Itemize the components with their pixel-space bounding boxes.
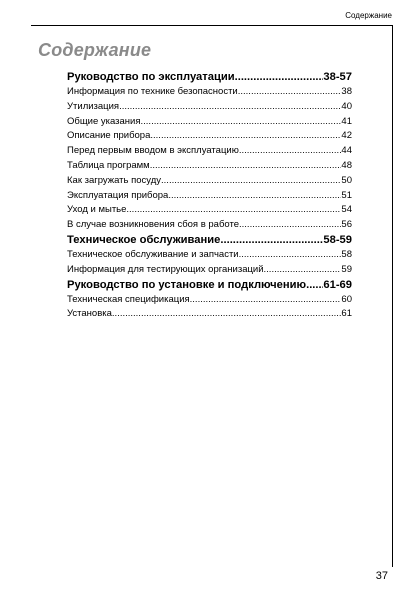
toc-entry <box>67 100 352 115</box>
toc-dot-leader <box>190 293 342 308</box>
page-number: 37 <box>375 570 388 582</box>
toc-entry <box>67 307 352 322</box>
toc-entry-page: 48 <box>341 159 352 171</box>
toc-entry-title: Техническое обслуживание и запчасти <box>67 248 239 260</box>
toc-entry-title: В случае возникновения сбоя в работе <box>67 219 240 231</box>
toc-entry-title: Уход и мытье <box>67 204 127 216</box>
toc-entry <box>67 144 352 159</box>
toc-dot-leader <box>306 278 323 293</box>
toc-entry-page: 58 <box>341 248 352 260</box>
toc-dot-leader <box>119 100 341 115</box>
toc-entry <box>67 129 352 144</box>
toc-entry-page: 40 <box>341 100 352 112</box>
toc-dot-leader <box>141 115 342 130</box>
toc-dot-leader <box>150 129 341 144</box>
toc-entry-page: 38-57 <box>323 71 352 83</box>
toc-dot-leader <box>220 233 323 248</box>
toc-section-entry <box>67 278 352 293</box>
toc-section-entry <box>67 70 352 85</box>
toc-entry-title: Перед первым вводом в эксплуатацию <box>67 145 239 157</box>
toc-entry-title: Руководство по установке и подключению <box>67 278 307 291</box>
table-of-contents <box>67 70 352 322</box>
toc-dot-leader <box>112 307 342 322</box>
toc-entry <box>67 263 352 278</box>
toc-section-entry <box>67 233 352 248</box>
toc-entry-page: 58-59 <box>323 233 352 246</box>
page-title: Содержание <box>38 40 152 60</box>
toc-entry <box>67 218 352 233</box>
toc-entry-title: Описание прибора <box>67 130 151 142</box>
toc-dot-leader <box>161 174 341 189</box>
toc-entry-page: 61 <box>341 308 352 320</box>
toc-entry <box>67 248 352 263</box>
toc-entry-title: Информация для тестирующих организаций <box>67 263 264 275</box>
toc-entry-page: 42 <box>341 130 352 142</box>
toc-entry <box>67 174 352 189</box>
toc-dot-leader <box>238 85 342 100</box>
toc-entry-page: 41 <box>341 115 352 127</box>
toc-entry-page: 54 <box>341 204 352 216</box>
toc-entry-title: Как загружать посуду <box>67 174 162 186</box>
toc-entry-title: Информация по технике безопасности <box>67 86 238 97</box>
toc-entry-page: 59 <box>341 263 352 275</box>
toc-dot-leader <box>264 263 342 278</box>
toc-entry-page: 60 <box>341 293 352 305</box>
toc-entry <box>67 189 352 204</box>
toc-dot-leader <box>239 218 341 233</box>
toc-entry-title: Общие указания <box>67 115 141 127</box>
toc-entry <box>67 85 352 100</box>
toc-entry-page: 38 <box>341 86 352 97</box>
toc-entry-title: Утилизация <box>67 100 120 112</box>
toc-dot-leader <box>235 70 324 85</box>
toc-entry-title: Техническая спецификация <box>67 293 190 305</box>
toc-entry-page: 50 <box>341 174 352 186</box>
toc-entry-page: 56 <box>341 219 352 231</box>
toc-dot-leader <box>168 189 341 204</box>
toc-entry <box>67 115 352 130</box>
toc-dot-leader <box>239 144 342 159</box>
toc-entry-title: Техническое обслуживание <box>67 233 221 246</box>
toc-entry <box>67 293 352 308</box>
toc-entry-title: Руководство по эксплуатации <box>67 71 235 83</box>
toc-entry-page: 61-69 <box>323 278 352 291</box>
toc-dot-leader <box>150 159 342 174</box>
toc-entry-title: Установка <box>67 308 112 320</box>
toc-entry <box>67 159 352 174</box>
toc-entry-title: Эксплуатация прибора <box>67 189 169 201</box>
toc-entry <box>67 203 352 218</box>
toc-entry-page: 44 <box>341 145 352 157</box>
toc-dot-leader <box>126 203 341 218</box>
toc-entry-page: 51 <box>341 189 352 201</box>
toc-dot-leader <box>239 248 342 263</box>
running-head: Содержание <box>345 11 392 20</box>
toc-entry-title: Таблица программ <box>67 159 150 171</box>
